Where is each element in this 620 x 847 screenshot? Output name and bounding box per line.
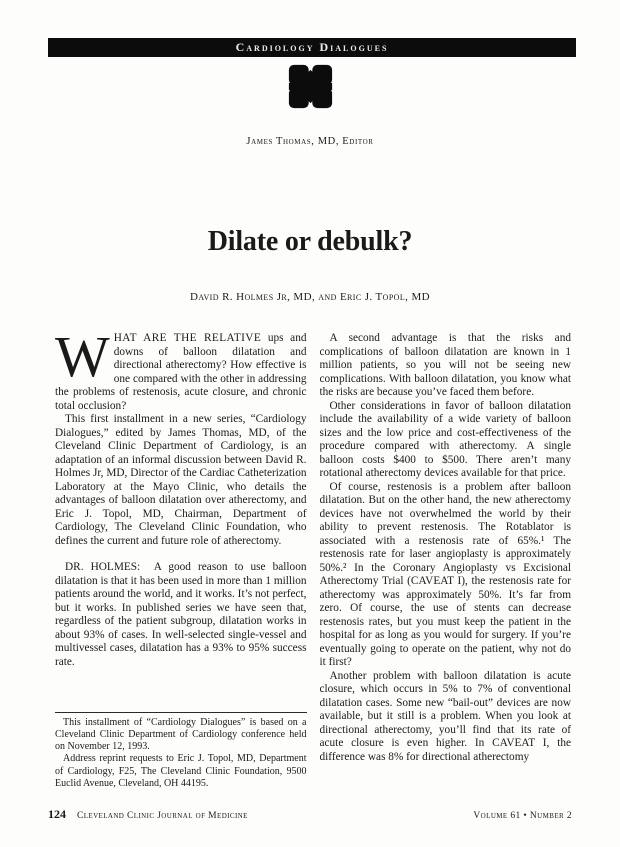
body-paragraph: Of course, restenosis is a problem after balloon dilatation. But on the other hand, the new atherectomy devices have not overwhelmed the world by their ability to prevent restenosis. The Rotablator is associated with a restenosis rate of 65%.¹ The restenosis rate for laser angioplasty is approximately 50%.² In the Coronary Angioplasty vs Excisional Atherectomy Trial (CAVEAT I), the restenosis rate for atherectomy was approximately 50%. It’s far from zero. Of course, the use of stents can decrease restenosis rates, but you must keep the patient in the hospital for as long as you would for surgery. If you’re eventually going to operate on the patient, why not do it first? [319, 480, 571, 668]
footer-left [48, 807, 248, 822]
volume-number: Volume 61 • Number 2 [473, 811, 572, 821]
four-square-cross-icon-svg [288, 64, 333, 109]
left-column [55, 332, 307, 794]
article-body [55, 332, 571, 794]
footnote: Address reprint requests to Eric J. Topol, MD, Department of Cardiology, F25, The Cleveland Clinic Foundation, 9500 Euclid Avenue, Cleveland, OH 44195. [55, 753, 307, 789]
footnote: This installment of “Cardiology Dialogues” is based on a Cleveland Clinic Department of Cardiology conference held on November 12, 1993. [55, 716, 307, 753]
journal-name: Cleveland Clinic Journal of Medicine [77, 811, 248, 821]
body-paragraph: Another problem with balloon dilatation is acute closure, which occurs in 5% to 7% of conventional dilatation cases. Some new “bail-out” devices are now available, but it still is a problem. When you look at directional atherectomy, you’ll find that its rate of acute closure is even higher. In CAVEAT I, the difference was 8% for directional atherectomy [319, 669, 571, 763]
article-byline: David R. Holmes Jr, MD, and Eric J. Topol, MD [190, 291, 430, 303]
page-footer [48, 807, 572, 822]
section-banner [48, 38, 576, 57]
body-paragraph: This first installment in a new series, “Cardiology Dialogues,” edited by James Thomas, MD, of the Cleveland Clinic Department of Cardiology, is an adaptation of an informal discussion between David R. Holmes Jr, MD, Director of the Cardiac Catheterization Laboratory at the Mayo Clinic, who details the advantages of balloon dilatation over atherectomy, and Eric J. Topol, MD, Chairman, Department of Cardiology, The Cleveland Clinic Foundation, who defines the current and future role of atherectomy. [55, 413, 307, 547]
article-title: Dilate or debulk? [207, 226, 413, 257]
four-square-cross-icon [288, 64, 333, 109]
editor-credit: James Thomas, MD, Editor [246, 136, 374, 147]
footnote-block [55, 712, 307, 790]
right-column [320, 332, 572, 794]
drop-cap: W [55, 332, 110, 389]
lead-paragraph-text: ups and downs of balloon dilatation and directional atherectomy? How effective is one compared with the other in addressing the problems of restenosis, acute closure, and chronic total occlusion? [55, 332, 307, 412]
lead-in-caps: HAT ARE THE RELATIVE [113, 332, 262, 344]
body-paragraph: A second advantage is that the risks and complications of balloon dilatation are known in 1 million patients, so you will not be seeing new complications. With balloon dilatation, you know what the risks are because you’ve faced them before. [319, 332, 571, 398]
section-banner-title: Cardiology Dialogues [235, 40, 389, 54]
lead-paragraph [55, 332, 307, 413]
page-number: 124 [48, 807, 66, 821]
body-paragraph: DR. HOLMES: A good reason to use balloon dilatation is that it has been used in more than 1 million patients around the world, and it works. It’s not perfect, but it works. In published series we have seen that, regardless of the patient subgroup, dilatation works in about 93% of cases. In well-selected single-vessel and multivessel cases, dilatation has a 93% to 95% success rate. [55, 561, 307, 668]
body-paragraph: Other considerations in favor of balloon dilatation include the availability of a wide variety of balloon sizes and the low price and cost-effectiveness of the procedure compared with atherectomy. A single balloon costs $400 to $500. There aren’t many rotational atherectomy devices available for that price. [319, 399, 571, 479]
